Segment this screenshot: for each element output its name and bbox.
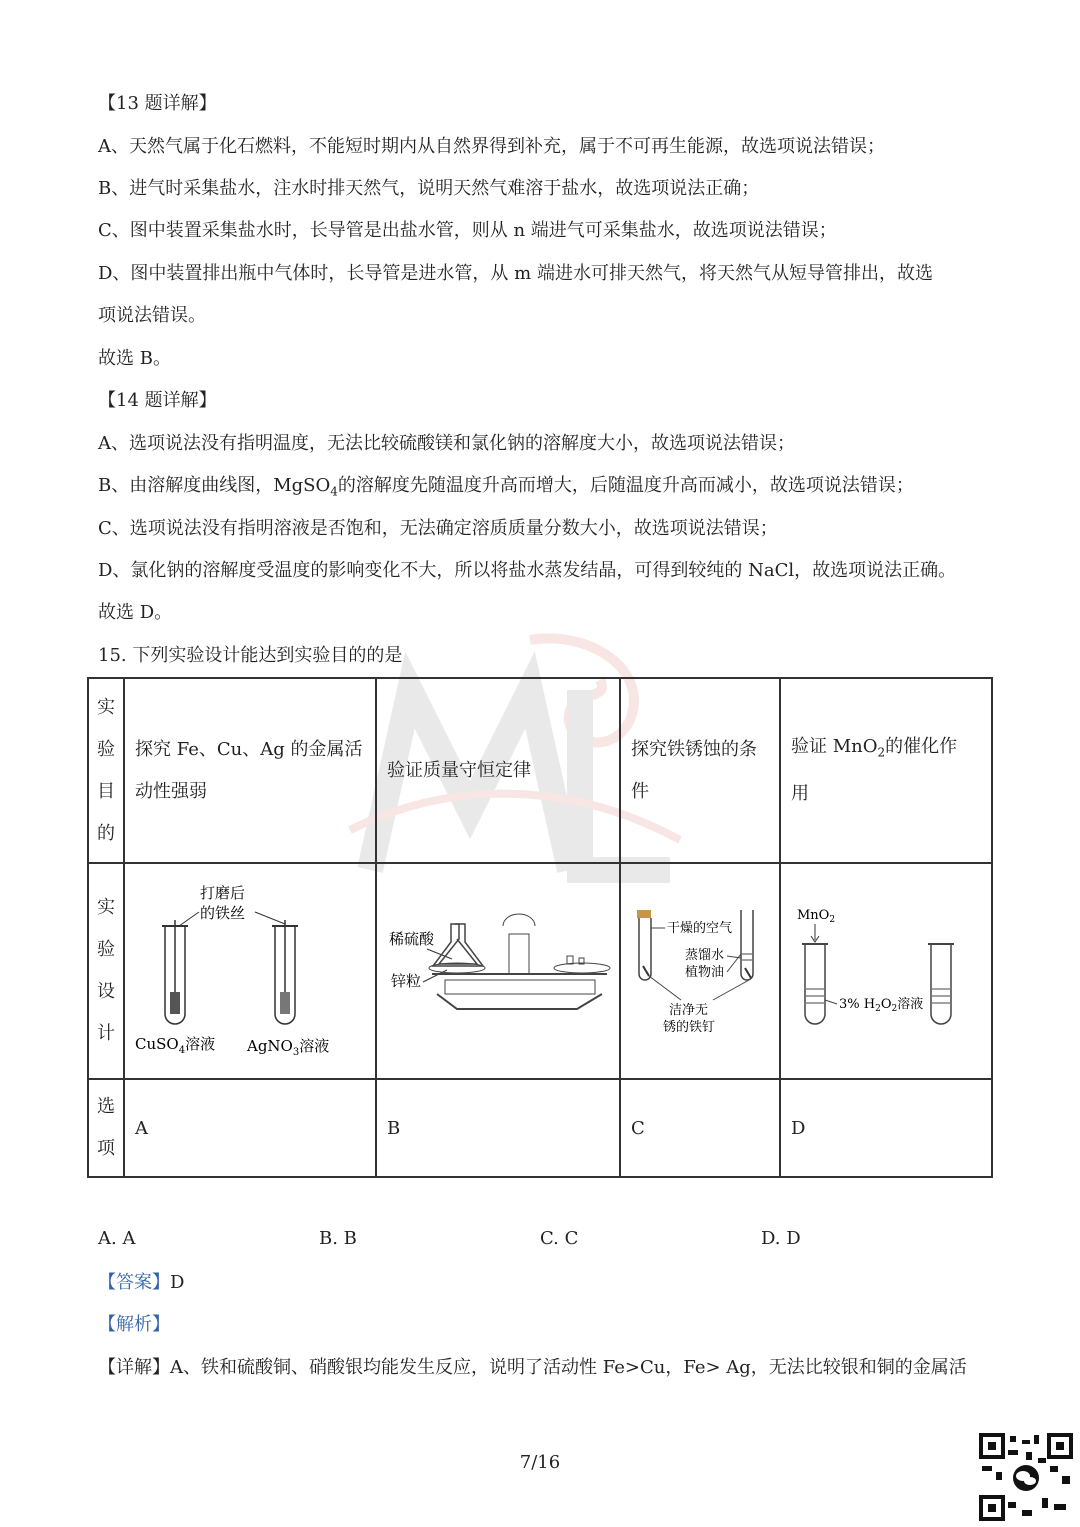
q14-option-a: A、选项说法没有指明温度，无法比较硫酸镁和氯化钠的溶解度大小，故选项说法错误；: [98, 433, 795, 454]
choice-d: D. D: [761, 1228, 801, 1249]
purpose-d: 验证 MnO$_2$的催化作 用: [780, 678, 992, 863]
design-d-figure: [780, 863, 992, 1079]
experiment-table: [87, 677, 993, 1178]
row-header-design: 实 验 设 计: [88, 863, 124, 1079]
q14-answer: 故选 D。: [98, 602, 173, 623]
svg-text:蒸馏水: 蒸馏水: [685, 948, 725, 963]
q14-option-c: C、选项说法没有指明溶液是否饱和，无法确定溶质质量分数大小，故选项说法错误；: [98, 518, 778, 539]
q13-heading: 【13 题详解】: [98, 93, 217, 114]
q14-option-d: D、氯化钠的溶解度受温度的影响变化不大，所以将盐水蒸发结晶，可得到较纯的 NaCl，故选项说法正确。: [98, 560, 957, 581]
svg-text:洁净无: 洁净无: [669, 1003, 709, 1018]
row-header-option: 选 项: [88, 1079, 124, 1177]
purpose-b: 验证质量守恒定律: [376, 678, 620, 863]
q13-option-d-line1: D、图中装置排出瓶中气体时，长导管是进水管，从 m 端进水可排天然气，将天然气从短导管排出，故选: [98, 263, 933, 284]
purpose-a: 探究 Fe、Cu、Ag 的金属活 动性强弱: [124, 678, 376, 863]
svg-text:干燥的空气: 干燥的空气: [667, 921, 733, 936]
analysis-label: 【解析】: [98, 1314, 170, 1335]
table-option-d: D: [780, 1079, 992, 1177]
page-number: 7/16: [519, 1452, 561, 1473]
table-option-c: C: [620, 1079, 780, 1177]
svg-text:CuSO4溶液: CuSO$_4$溶液: [135, 1035, 216, 1056]
q13-answer: 故选 B。: [98, 348, 171, 369]
svg-text:MnO2: MnO$_2$: [797, 908, 836, 925]
q13-option-b: B、进气时采集盐水，注水时排天然气，说明天然气难溶于盐水，故选项说法正确；: [98, 178, 760, 199]
row-header-purpose: 实 验 目 的: [88, 678, 124, 863]
q14-option-b: B、由溶解度曲线图，MgSO$_4$的溶解度先随温度升高而增大，后随温度升高而减小，故选项说法错误；: [98, 475, 914, 499]
svg-text:打磨后: 打磨后: [200, 884, 246, 902]
design-c-figure: [620, 863, 780, 1079]
design-a-figure: [124, 863, 376, 1079]
q13-option-c: C、图中装置采集盐水时，长导管是出盐水管，则从 n 端进气可采集盐水，故选项说法错误；: [98, 220, 837, 241]
q13-option-a: A、天然气属于化石燃料，不能短时期内从自然界得到补充，属于不可再生能源，故选项说法错误；: [98, 136, 885, 157]
svg-text:锌粒: 锌粒: [391, 972, 422, 990]
svg-text:的铁丝: 的铁丝: [200, 904, 246, 922]
q14-heading: 【14 题详解】: [98, 390, 217, 411]
choice-b: B. B: [319, 1228, 357, 1249]
table-option-b: B: [376, 1079, 620, 1177]
svg-text:稀硫酸: 稀硫酸: [389, 930, 435, 948]
design-b-figure: [376, 863, 620, 1079]
choice-a: A. A: [98, 1228, 136, 1249]
svg-text:锈的铁钉: 锈的铁钉: [663, 1020, 716, 1035]
choice-c: C. C: [540, 1228, 579, 1249]
q13-option-d-line2: 项说法错误。: [98, 305, 206, 326]
svg-text:AgNO3溶液: AgNO$_3$溶液: [247, 1037, 330, 1058]
detail-line: 【详解】A、铁和硫酸铜、硝酸银均能发生反应，说明了活动性 Fe>Cu，Fe> Ag，无法比较银和铜的金属活: [98, 1357, 967, 1378]
purpose-c: 探究铁锈蚀的条 件: [620, 678, 780, 863]
svg-text:植物油: 植物油: [685, 965, 725, 980]
qr-code-icon: [978, 1432, 1074, 1522]
q15-stem: 15. 下列实验设计能达到实验目的的是: [98, 645, 403, 666]
answer-line: 【答案】D: [98, 1272, 185, 1293]
svg-text:3% H2O2溶液: 3% $H_2O_2$溶液: [839, 997, 924, 1014]
table-option-a: A: [124, 1079, 376, 1177]
